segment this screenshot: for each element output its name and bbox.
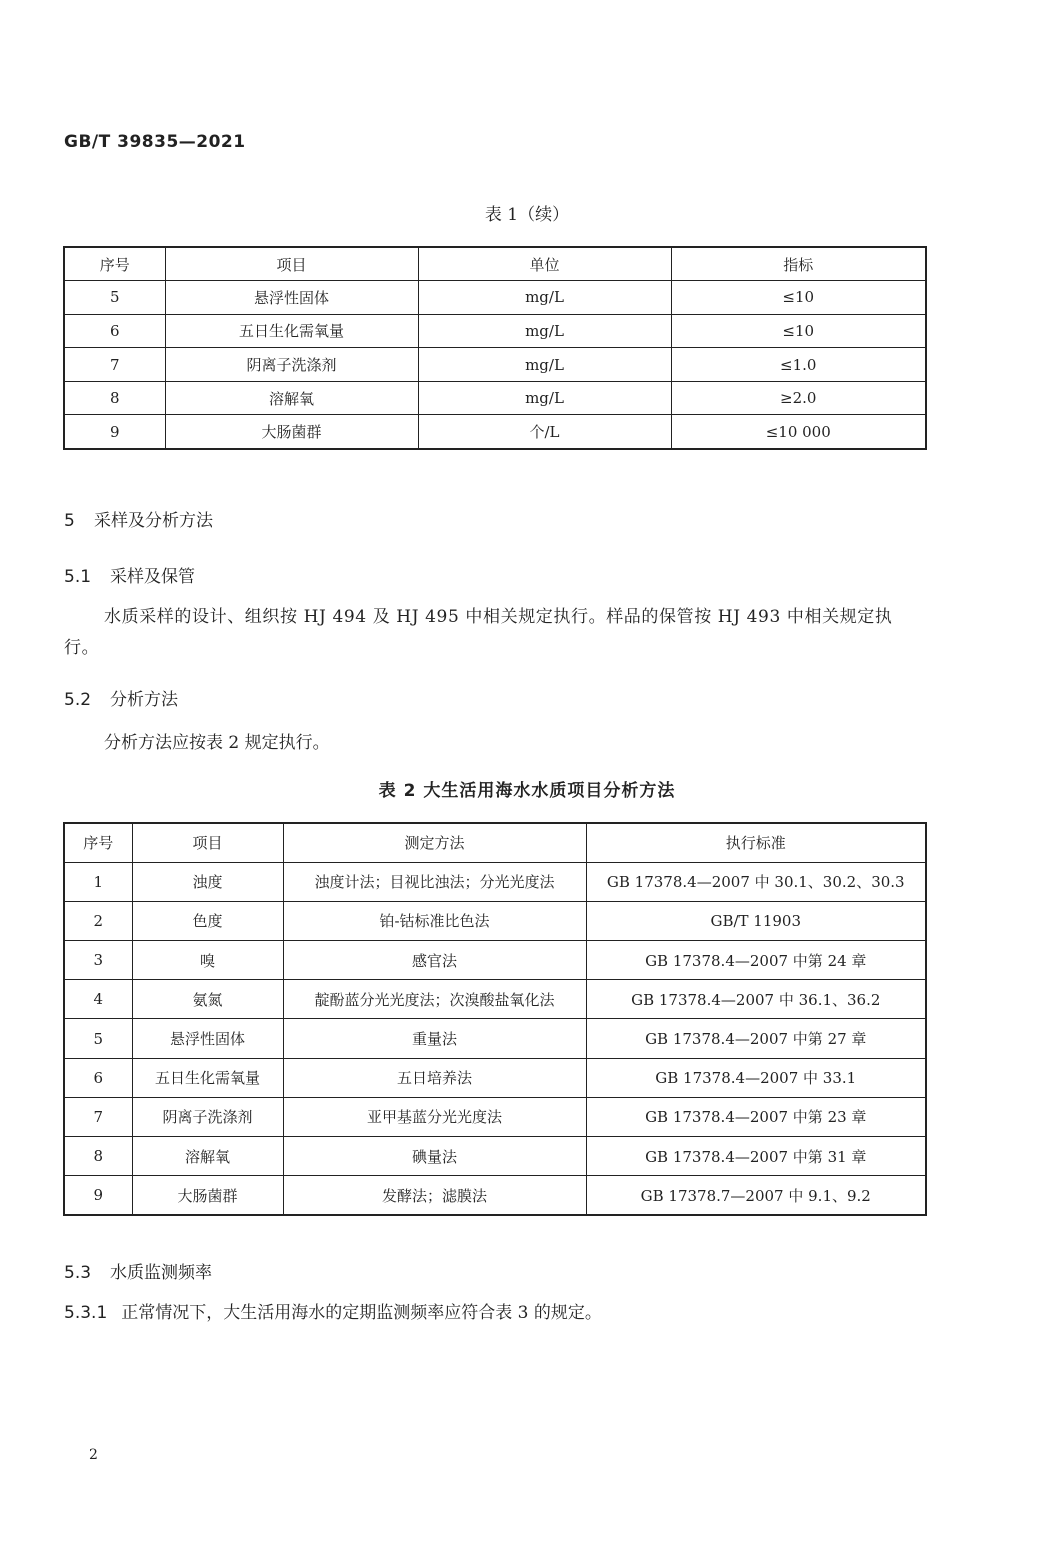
section-5-heading: [64, 506, 213, 531]
section-5-3-1-paragraph: [64, 1298, 602, 1329]
table2-cell: 8: [64, 1137, 132, 1176]
table1-cell: 个/L: [418, 415, 671, 449]
table2-cell: 1: [64, 862, 132, 901]
table2-cell: GB 17378.4—2007 中 33.1: [586, 1058, 926, 1097]
table1-cell: 悬浮性固体: [165, 281, 418, 315]
table2-cell: 大肠菌群: [132, 1176, 283, 1215]
table1-cell: mg/L: [418, 348, 671, 382]
table1-cell: 7: [64, 348, 165, 382]
table2-cell: 氨氮: [132, 980, 283, 1019]
table2-cell: 五日生化需氧量: [132, 1058, 283, 1097]
table1-row: [64, 415, 926, 449]
section-5-2-heading: [64, 685, 178, 710]
table2-row: [64, 1058, 926, 1097]
table1-cell: 6: [64, 314, 165, 348]
section-title: 分析方法: [110, 690, 178, 710]
document-code: GB/T 39835—2021: [64, 132, 246, 152]
section-number: 5.2: [64, 690, 92, 710]
table1-row: [64, 281, 926, 315]
table2-row: [64, 941, 926, 980]
table2-cell: 悬浮性固体: [132, 1019, 283, 1058]
table1-cell: ≤10: [671, 314, 926, 348]
table2-cell: 阴离子洗涤剂: [132, 1097, 283, 1136]
table2-cell: GB 17378.4—2007 中第 23 章: [586, 1097, 926, 1136]
table2-cell: 6: [64, 1058, 132, 1097]
table2-header-row: [64, 823, 926, 862]
table2-cell: 感官法: [283, 941, 586, 980]
table2-cell: 7: [64, 1097, 132, 1136]
table1-cell: ≤10: [671, 281, 926, 315]
table1-row: [64, 348, 926, 382]
table1-cell: 溶解氧: [165, 381, 418, 415]
table2-header-cell: 执行标准: [586, 823, 926, 862]
table1-header-cell: 单位: [418, 247, 671, 281]
table1-cell: 9: [64, 415, 165, 449]
table2-row: [64, 901, 926, 940]
table2-cell: 靛酚蓝分光光度法；次溴酸盐氧化法: [283, 980, 586, 1019]
table1: [63, 246, 927, 450]
table2-cell: 亚甲基蓝分光光度法: [283, 1097, 586, 1136]
table1-row: [64, 314, 926, 348]
table1-cell: mg/L: [418, 281, 671, 315]
table1-header-cell: 序号: [64, 247, 165, 281]
section-5-1-paragraph: 水质采样的设计、组织按 HJ 494 及 HJ 495 中相关规定执行。样品的保管按 HJ 493 中相关规定执行。: [64, 607, 893, 658]
table2-cell: 浊度计法；目视比浊法；分光光度法: [283, 862, 586, 901]
table2-cell: 碘量法: [283, 1137, 586, 1176]
section-number: 5.3: [64, 1263, 92, 1283]
table2-row: [64, 1019, 926, 1058]
section-5-1-heading: [64, 562, 195, 587]
table1-row: [64, 381, 926, 415]
table2-cell: 重量法: [283, 1019, 586, 1058]
table2-title: 表 2 大生活用海水水质项目分析方法: [378, 781, 676, 801]
table2-cell: 3: [64, 941, 132, 980]
section-number: 5.1: [64, 567, 92, 587]
clause-number: 5.3.1: [64, 1303, 108, 1323]
table2-cell: 铂-钴标准比色法: [283, 901, 586, 940]
table2-header-cell: 序号: [64, 823, 132, 862]
table1-cell: ≤10 000: [671, 415, 926, 449]
section-title: 采样及保管: [110, 567, 195, 587]
table2-row: [64, 1176, 926, 1215]
table2-cell: GB/T 11903: [586, 901, 926, 940]
table2-cell: 浊度: [132, 862, 283, 901]
table2-cell: GB 17378.4—2007 中 36.1、36.2: [586, 980, 926, 1019]
table2-cell: 嗅: [132, 941, 283, 980]
table2-cell: 色度: [132, 901, 283, 940]
table1-title: 表 1（续）: [484, 205, 570, 225]
table2-cell: 2: [64, 901, 132, 940]
table1-cell: mg/L: [418, 314, 671, 348]
table1-cell: 8: [64, 381, 165, 415]
section-number: 5: [64, 511, 75, 531]
table1-cell: 五日生化需氧量: [165, 314, 418, 348]
page-number: 2: [89, 1447, 98, 1463]
table1-header-cell: 项目: [165, 247, 418, 281]
table1-cell: 大肠菌群: [165, 415, 418, 449]
section-title: 水质监测频率: [110, 1263, 212, 1283]
table1-cell: mg/L: [418, 381, 671, 415]
section-title: 采样及分析方法: [94, 511, 213, 531]
table2-cell: 溶解氧: [132, 1137, 283, 1176]
table2-header-cell: 测定方法: [283, 823, 586, 862]
table1-cell: ≤1.0: [671, 348, 926, 382]
table2-row: [64, 1097, 926, 1136]
table2-row: [64, 1137, 926, 1176]
table2-header-cell: 项目: [132, 823, 283, 862]
table2-row: [64, 980, 926, 1019]
table1-header-row: [64, 247, 926, 281]
table2-cell: GB 17378.4—2007 中 30.1、30.2、30.3: [586, 862, 926, 901]
table2-cell: GB 17378.4—2007 中第 27 章: [586, 1019, 926, 1058]
table1-header-cell: 指标: [671, 247, 926, 281]
table2-cell: 5: [64, 1019, 132, 1058]
section-5-2-paragraph: 分析方法应按表 2 规定执行。: [104, 733, 330, 753]
table2-cell: 4: [64, 980, 132, 1019]
table2-cell: 五日培养法: [283, 1058, 586, 1097]
table1-cell: ≥2.0: [671, 381, 926, 415]
table2-cell: GB 17378.4—2007 中第 31 章: [586, 1137, 926, 1176]
section-5-3-heading: [64, 1258, 212, 1283]
table2-cell: 发酵法；滤膜法: [283, 1176, 586, 1215]
table2-row: [64, 862, 926, 901]
table1-cell: 5: [64, 281, 165, 315]
table2-cell: 9: [64, 1176, 132, 1215]
table2-cell: GB 17378.4—2007 中第 24 章: [586, 941, 926, 980]
table1-cell: 阴离子洗涤剂: [165, 348, 418, 382]
clause-text: 正常情况下，大生活用海水的定期监测频率应符合表 3 的规定。: [121, 1303, 602, 1323]
table2: [63, 822, 927, 1216]
table2-cell: GB 17378.7—2007 中 9.1、9.2: [586, 1176, 926, 1215]
